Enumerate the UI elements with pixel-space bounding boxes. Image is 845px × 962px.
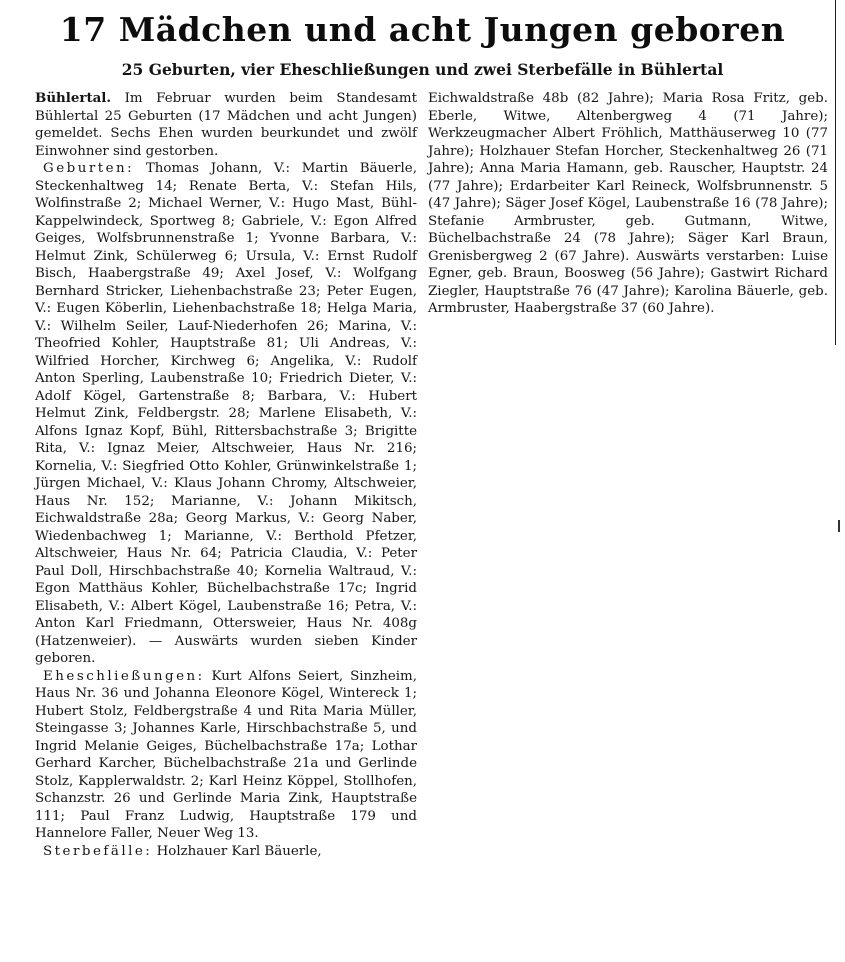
- marriages-text: Kurt Alfons Seiert, Sinzheim, Haus Nr. 36 und Johanna Eleonore Kögel, Wintereck 1; Hubert Stolz, Feldbergstraße 4 und Rita Maria Müller, Steingasse 3; Johannes Karle, Hirschbachstraße 5, und Ingrid Melanie Geiges, Büchelbachstraße 17a; Lothar Gerhard Karcher, Büchelbachstraße 21a und Gerlinde Stolz, Kapplerwaldstr. 2; Karl Heinz Köppel, Stollhofen, Schanzstr. 26 und Gerlinde Maria Zink, Hauptstraße 111; Paul Franz Ludwig, Hauptstraße 179 und Hannelore Faller, Neuer Weg 13.: [35, 668, 417, 841]
- right-column: [428, 90, 828, 318]
- births-paragraph: [35, 160, 417, 668]
- deaths-label: Sterbefälle:: [43, 843, 153, 859]
- births-label: Geburten:: [43, 161, 135, 176]
- print-speck: [838, 520, 840, 532]
- dateline: Bühlertal.: [35, 90, 112, 106]
- marriages-paragraph: [35, 668, 417, 843]
- deaths-continued: Eichwaldstraße 48b (82 Jahre); Maria Rosa Fritz, geb. Eberle, Witwe, Altenbergweg 4 (71 Jahre); Werkzeugmacher Albert Fröhlich, Matthäuserweg 10 (77 Jahre); Holzhauer Stefan Horcher, Steckenhaltweg 26 (71 Jahre); Anna Maria Hamann, geb. Rauscher, Hauptstr. 24 (77 Jahre); Erdarbeiter Karl Reineck, Wolfsbrunnenstr. 5 (47 Jahre); Säger Josef Kögel, Laubenstraße 16 (78 Jahre); Stefanie Armbruster, geb. Gutmann, Witwe, Büchelbachstraße 24 (78 Jahre); Säger Karl Braun, Grenisbergweg 2 (67 Jahre). Auswärts verstarben: Luise Egner, geb. Braun, Boosweg (56 Jahre); Gastwirt Richard Ziegler, Hauptstraße 76 (47 Jahre); Karolina Bäuerle, geb. Armbruster, Haabergstraße 37 (60 Jahre).: [428, 91, 828, 316]
- deaths-text-left: Holzhauer Karl Bäuerle,: [156, 843, 322, 859]
- headline: 17 Mädchen und acht Jungen geboren: [59, 10, 786, 49]
- deaths-paragraph: [35, 843, 417, 861]
- marriages-label: Eheschließungen:: [43, 668, 205, 684]
- intro-text: Im Februar wurden beim Standesamt Bühlertal 25 Geburten (17 Mädchen und acht Jungen) gemeldet. Sechs Ehen wurden beurkundet und zwölf Einwohner sind gestorben.: [35, 91, 417, 159]
- intro-paragraph: [35, 90, 417, 160]
- subheadline: 25 Geburten, vier Eheschließungen und zwei Sterbefälle in Bühlertal: [121, 60, 724, 79]
- births-text: Thomas Johann, V.: Martin Bäuerle, Steckenhaltweg 14; Renate Berta, V.: Stefan Hils, Wolfinstraße 2; Michael Werner, V.: Hugo Mast, Bühl-Kappelwindeck, Sportweg 8; Gabriele, V.: Egon Alfred Geiges, Wolfsbrunnenstraße 1; Yvonne Barbara, V.: Helmut Zink, Schülerweg 6; Ursula, V.: Ernst Rudolf Bisch, Haabergstraße 49; Axel Josef, V.: Wolfgang Bernhard Stricker, Liehenbachstraße 23; Peter Eugen, V.: Eugen Köberlin, Liehenbachstraße 18; Helga Maria, V.: Wilhelm Seiler, Lauf-Niederhofen 26; Marina, V.: Theofried Kohler, Hauptstraße 81; Uli Andreas, V.: Wilfried Horcher, Kirchweg 6; Angelika, V.: Rudolf Anton Sperling, Laubenstraße 10; Friedrich Dieter, V.: Adolf Kögel, Gartenstraße 8; Barbara, V.: Hubert Helmut Zink, Feldbergstr. 28; Marlene Elisabeth, V.: Alfons Ignaz Kopf, Bühl, Rittersbachstraße 3; Brigitte Rita, V.: Ignaz Meier, Altschweier, Haus Nr. 216; Kornelia, V.: Siegfried Otto Kohler, Grünwinkelstraße 1; Jürgen Michael, V.: Klaus Johann Chromy, Altschweier, Haus Nr. 152; Marianne, V.: Johann Mikitsch, Eichwaldstraße 28a; Georg Markus, V.: Georg Naber, Wiedenbachweg 1; Marianne, V.: Berthold Pfetzer, Altschweier, Haus Nr. 64; Patricia Claudia, V.: Peter Paul Doll, Hirschbachstraße 40; Kornelia Waltraud, V.: Egon Matthäus Kohler, Büchelbachstraße 17c; Ingrid Elisabeth, V.: Albert Kögel, Laubenstraße 16; Petra, V.: Anton Karl Friedmann, Ottersweier, Haus Nr. 408g (Hatzenweier). — Auswärts wurden sieben Kinder geboren.: [35, 161, 417, 666]
- column-rule: [835, 0, 836, 345]
- left-column: [35, 90, 417, 860]
